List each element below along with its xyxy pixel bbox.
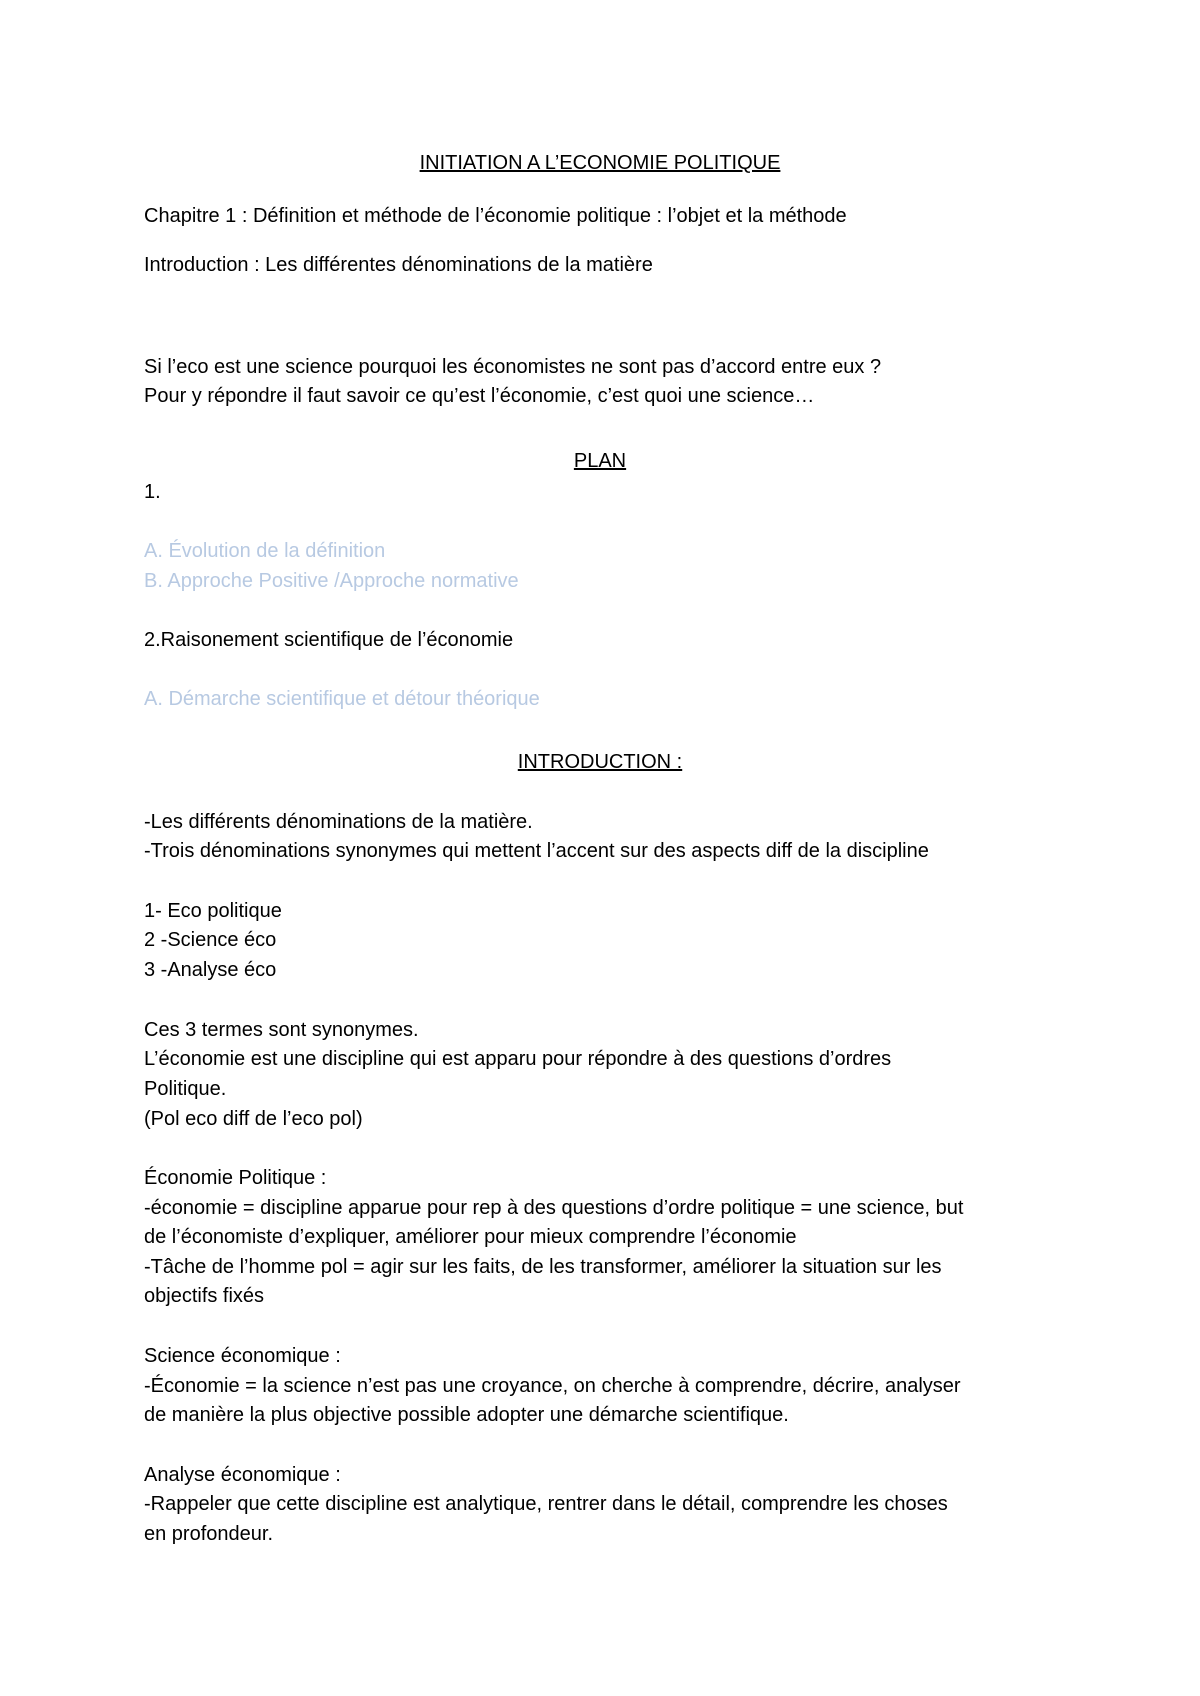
synonyms-line-3: Politique.: [144, 1078, 227, 1100]
plan-item-1: 1.: [144, 481, 161, 503]
denomination-2: 2 -Science éco: [144, 929, 277, 951]
eco-politique-heading: Économie Politique :: [144, 1167, 327, 1189]
science-eco-line-1: -Économie = la science n’est pas une croyance, on cherche à comprendre, décrire, analyser: [144, 1375, 961, 1397]
synonyms-line-4: (Pol eco diff de l’eco pol): [144, 1108, 363, 1130]
eco-politique-line-4: objectifs fixés: [144, 1285, 265, 1307]
eco-politique-line-2: de l’économiste d’expliquer, améliorer pour mieux comprendre l’économie: [144, 1226, 797, 1248]
eco-politique-line-1: -économie = discipline apparue pour rep à des questions d’ordre politique = une science, but: [144, 1197, 964, 1219]
plan-2-subitem-a: A. Démarche scientifique et détour théorique: [144, 688, 540, 710]
eco-politique-line-3: -Tâche de l’homme pol = agir sur les faits, de les transformer, améliorer la situation sur les: [144, 1256, 942, 1278]
plan-heading: PLAN: [573, 450, 627, 472]
analyse-eco-heading: Analyse économique :: [144, 1464, 341, 1486]
question-line-1: Si l’eco est une science pourquoi les économistes ne sont pas d’accord entre eux ?: [144, 356, 882, 378]
introduction-heading: INTRODUCTION :: [517, 751, 683, 773]
intro-paragraph-line-2: -Trois dénominations synonymes qui mettent l’accent sur des aspects diff de la discipline: [144, 840, 929, 862]
science-eco-heading: Science économique :: [144, 1345, 341, 1367]
question-line-2: Pour y répondre il faut savoir ce qu’est l’économie, c’est quoi une science…: [144, 385, 815, 407]
plan-1-subitem-b: B. Approche Positive /Approche normative: [144, 570, 519, 592]
synonyms-line-1: Ces 3 termes sont synonymes.: [144, 1019, 419, 1041]
denomination-3: 3 -Analyse éco: [144, 959, 277, 981]
denomination-1: 1- Eco politique: [144, 900, 282, 922]
analyse-eco-line-2: en profondeur.: [144, 1523, 273, 1545]
analyse-eco-line-1: -Rappeler que cette discipline est analytique, rentrer dans le détail, comprendre les choses: [144, 1493, 948, 1515]
synonyms-line-2: L’économie est une discipline qui est apparu pour répondre à des questions d’ordres: [144, 1048, 892, 1070]
intro-paragraph-line-1: -Les différents dénominations de la matière.: [144, 811, 533, 833]
science-eco-line-2: de manière la plus objective possible adopter une démarche scientifique.: [144, 1404, 789, 1426]
chapter-heading: Chapitre 1 : Définition et méthode de l’économie politique : l’objet et la méthode: [144, 205, 847, 227]
plan-item-2: 2.Raisonement scientifique de l’économie: [144, 629, 514, 651]
introduction-subtitle: Introduction : Les différentes dénominations de la matière: [144, 254, 653, 276]
plan-1-subitem-a: A. Évolution de la définition: [144, 540, 386, 562]
document-title: INITIATION A L’ECONOMIE POLITIQUE: [419, 152, 781, 174]
